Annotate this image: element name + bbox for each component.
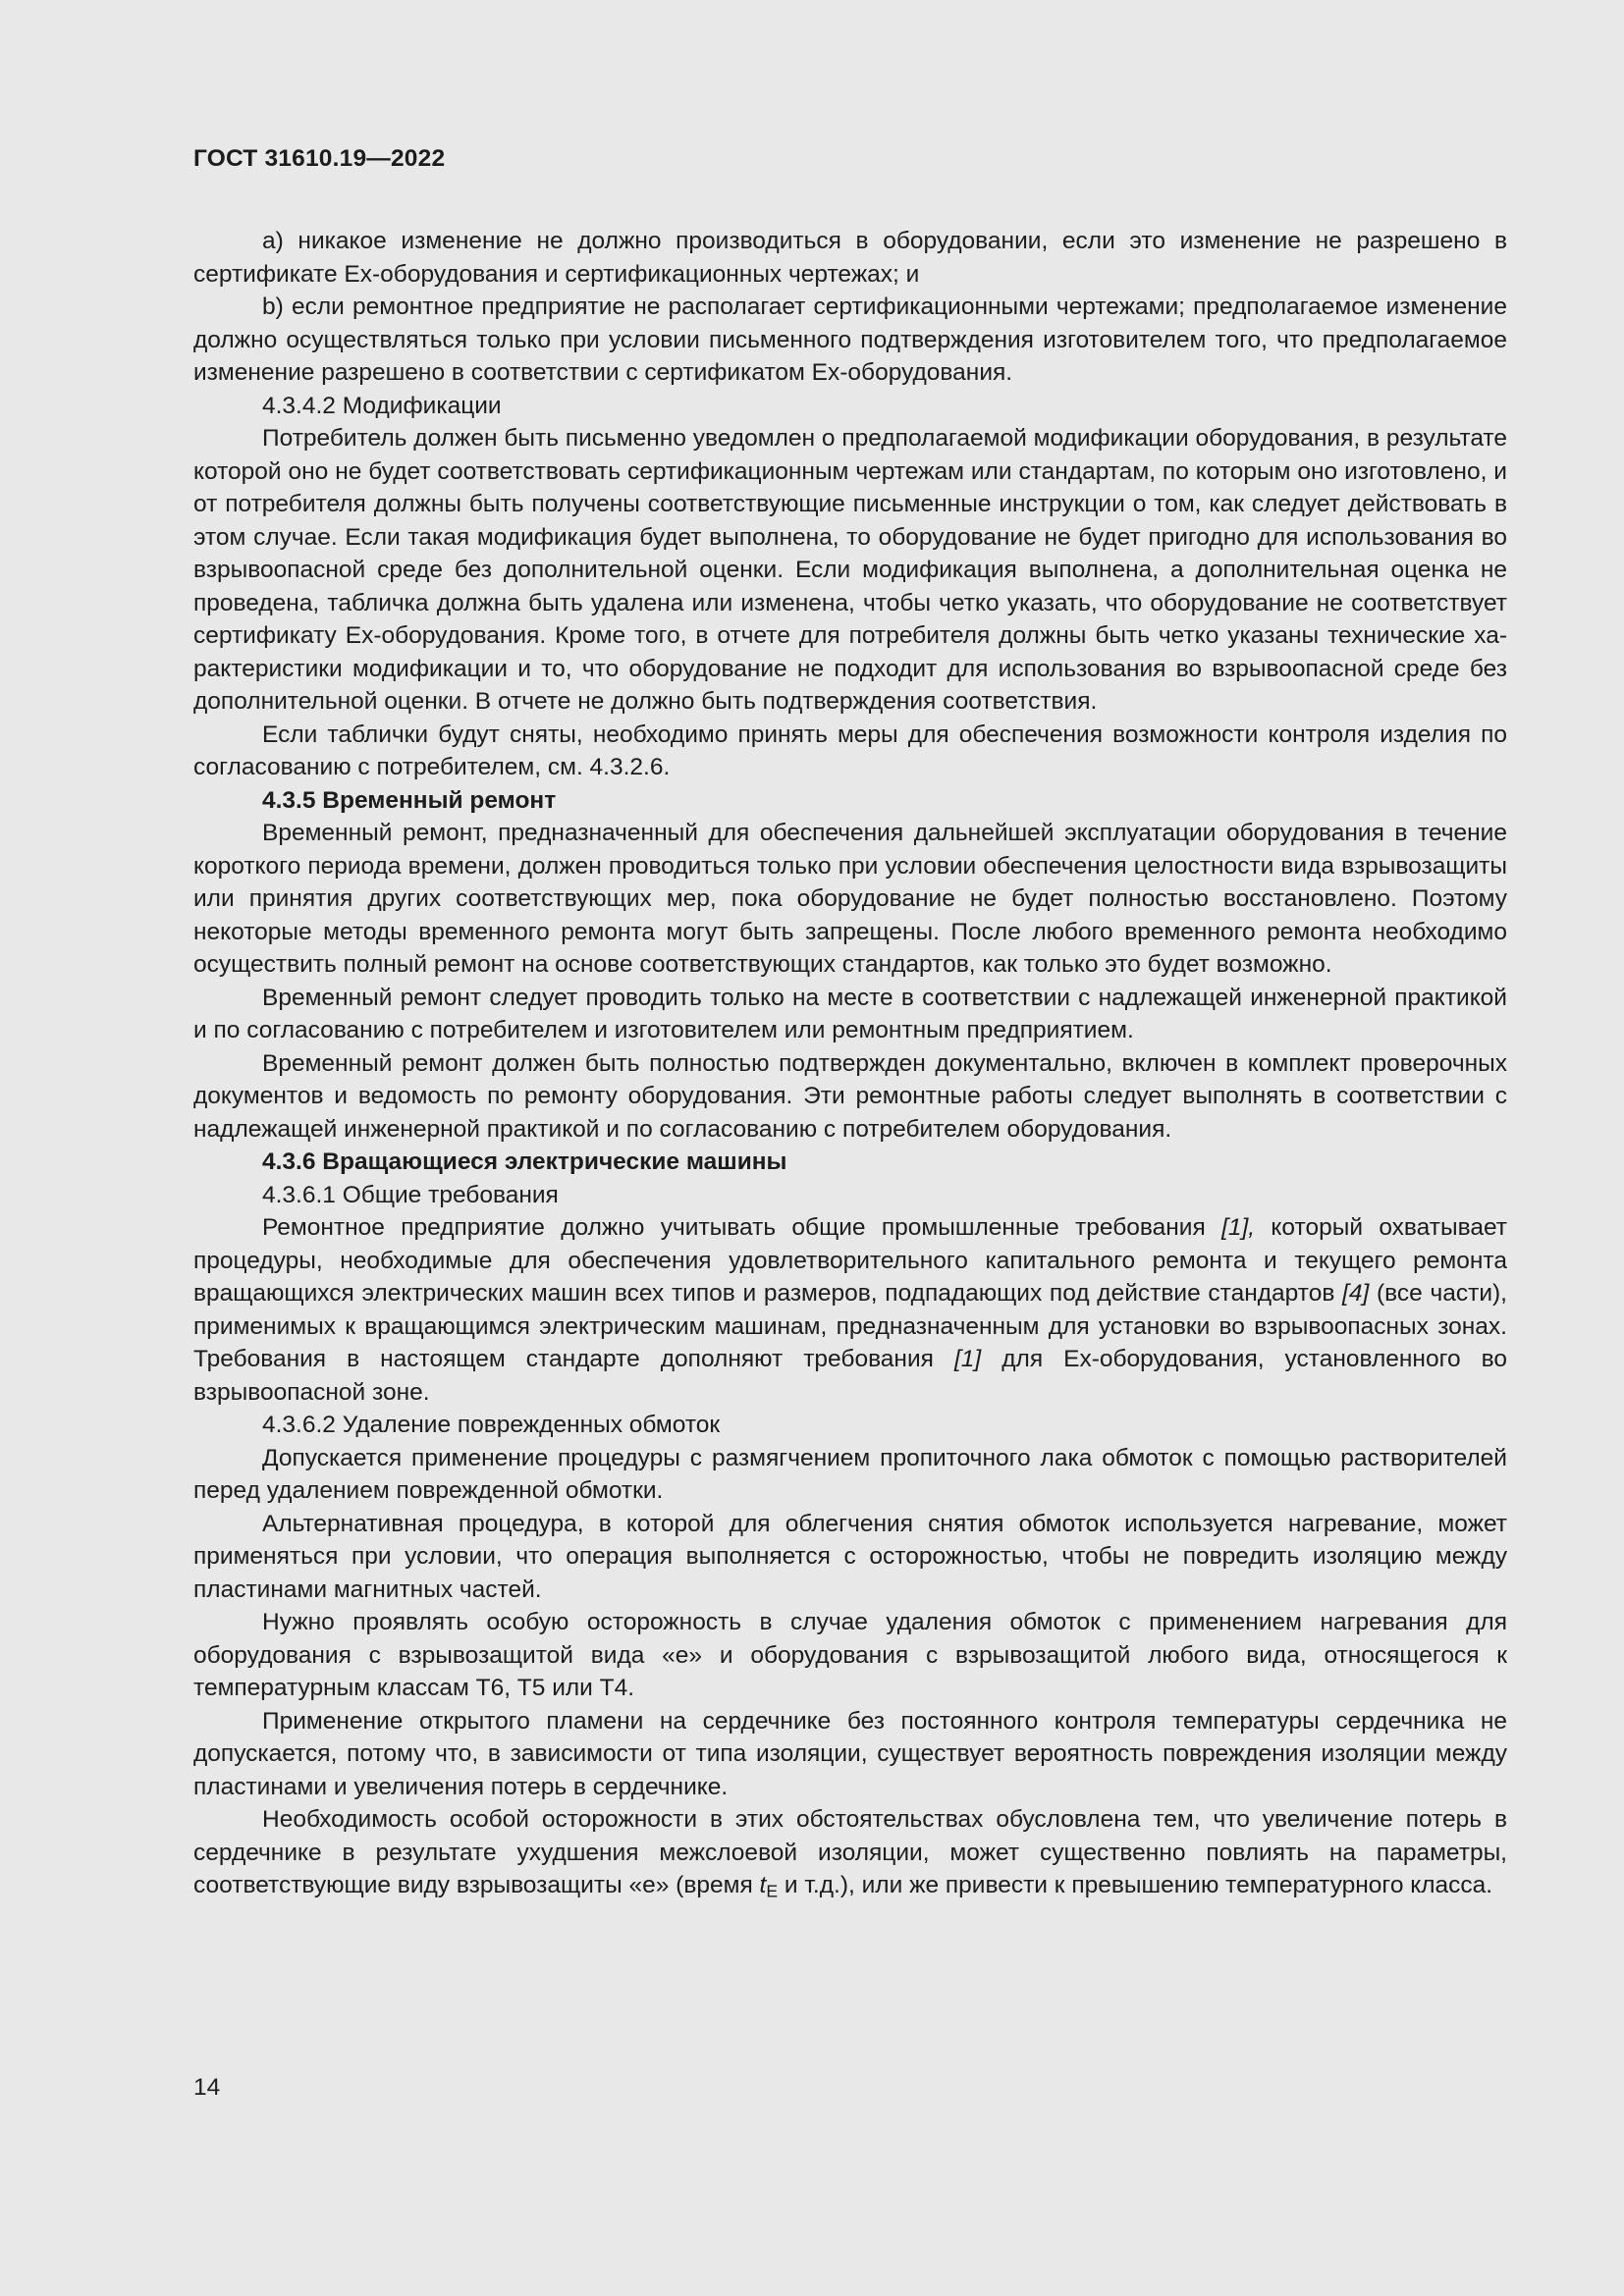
- text-run: Ремонтное предприятие должно учитывать общие промышленные требования: [262, 1214, 1222, 1241]
- paragraph-temporary-repair-1: Временный ремонт, предназначенный для обеспечения дальнейшей эксплуатации оборудования в течение короткого периода времени, должен проводиться только при условии обеспечения целостности вида взрывозащиты или принятия других соответствующих мер, пока оборудование не будет полностью восстановлено. Поэтому некоторые методы временного ремонта могут быть запрещены. После любого временного ремонта необходимо осуществить полный ремонт на основе соответствующих стандартов, как только это будет возможно.: [193, 820, 1507, 978]
- symbol-subscript: E: [766, 1881, 779, 1901]
- paragraph-winding-removal-5: [193, 1803, 1507, 1902]
- paragraph-temporary-repair-2: Временный ремонт следует проводить только на месте в соответствии с надлежащей инженерной практикой и по согласованию с потребителем и изготовителем или ремонтным предприятием.: [193, 984, 1507, 1043]
- list-item-a: a) никакое изменение не должно производиться в оборудовании, если это изменение не разрешено в сертификате Ex-оборудования и сертификационных чертежах; и: [193, 228, 1507, 288]
- section-heading-4-3-6-1: 4.3.6.1 Общие требования: [262, 1181, 559, 1208]
- text-run: (все части), применимых к вращающимся электрическим машинам, предназначенным для установки во взрывоопасных зонах. Требования в настоящем стандарте дополняют требования: [193, 1280, 1507, 1372]
- text-run: Необходимость особой осторожности в этих обстоятельствах обусловлена тем, что увеличение потерь в сердечнике в результате ухудшения межслоевой изоляции, может существенно повлиять на параметры, соответствующие виду взрывозащиты «е» (время: [193, 1806, 1507, 1898]
- list-item-b: b) если ремонтное предприятие не располагает сертификационными чертежами; предполагаемое изменение должно осуществляться только при условии письменного подтверждения изготовителем того, что предполагаемое изменение разрешено в соответствии с сертификатом Ex-оборудования.: [193, 294, 1507, 386]
- page-number: 14: [193, 2074, 221, 2101]
- symbol-t: [759, 1872, 779, 1901]
- document-body: [193, 225, 1507, 1902]
- section-heading-4-3-4-2: 4.3.4.2 Модификации: [262, 392, 502, 419]
- paragraph-winding-removal-3: Нужно проявлять особую осторожность в случае удаления обмоток с применением нагревания для оборудования с взрывозащитой вида «е» и оборудования с взрывозащитой любого вида, относящегося к температурным классам Т6, Т5 или Т4.: [193, 1609, 1507, 1701]
- paragraph-general-requirements: [193, 1211, 1507, 1409]
- reference-1: [1]: [953, 1346, 982, 1372]
- text-run: и т.д.), или же привести к превышению температурного класса.: [778, 1872, 1493, 1898]
- reference-1: [1],: [1221, 1214, 1256, 1241]
- paragraph-plate-removal: Если таблички будут сняты, необходимо принять меры для обеспечения возможности контроля изделия по согласованию с потребителем, см. 4.3.2.6.: [193, 721, 1507, 780]
- document-header: ГОСТ 31610.19—2022: [193, 145, 446, 172]
- reference-4: [4]: [1342, 1280, 1370, 1307]
- paragraph-winding-removal-4: Применение открытого пламени на сердечнике без постоянного контроля температуры сердечника не допускается, потому что, в зависимости от типа изоляции, существует вероятность повреждения изоляции между пластинами и увеличения потерь в сердечнике.: [193, 1707, 1507, 1800]
- paragraph-temporary-repair-3: Временный ремонт должен быть полностью подтвержден документально, включен в комплект проверочных документов и ведомость по ремонту оборудования. Эти ремонтные работы следует выполнять в соответствии с надлежащей инженерной практикой и по согласованию с потребителем оборудования.: [193, 1049, 1507, 1143]
- paragraph-winding-removal-1: Допускается применение процедуры с размягчением пропиточного лака обмоток с помощью растворителей перед удалением поврежденной обмотки.: [193, 1444, 1507, 1504]
- text-run: который охватывает процедуры, необходимые для обеспечения удовлетворительного капитального ремонта и текущего ремонта вращающихся электрических машин всех типов и размеров, подпадающих под действие стандартов: [193, 1214, 1507, 1307]
- section-heading-4-3-6: 4.3.6 Вращающиеся электрические машины: [262, 1148, 787, 1175]
- text-run: для Ex-оборудования, установленного во взрывоопасной зоне.: [193, 1346, 1507, 1406]
- section-heading-4-3-6-2: 4.3.6.2 Удаление поврежденных обмоток: [262, 1412, 721, 1438]
- paragraph-winding-removal-2: Альтернативная процедура, в которой для облегчения снятия обмоток используется нагревание, может применяться при условии, что операция выполняется с осторожностью, чтобы не повредить изоляцию между пластинами магнитных частей.: [193, 1510, 1507, 1603]
- symbol-t-letter: t: [759, 1872, 767, 1898]
- paragraph-modification-notice: Потребитель должен быть письменно уведомлен о предполагаемой модификации оборудования, в результате которой оно не будет соответствовать сертификационным чертежам или стандартам, по которым оно изготовлено, и от потребителя должны быть получены соответствующие письменные инструкции о том, как следует действовать в этом случае. Если такая модификация будет выполнена, то оборудование не будет пригодно для использования во взрывоопасной среде без дополнительной оценки. Если модификация выполнена, а дополнительная оценка не проведена, табличка должна быть удалена или изменена, чтобы четко указать, что оборудование не соответствует сертификату Ex-оборудования. Кроме того, в отчете для потребителя должны быть четко указаны технические характеристики модификации и то, что оборудование не подходит для использования во взрывоопасной среде без дополнительной оценки. В отчете не должно быть подтверждения соответствия.: [193, 425, 1507, 715]
- section-heading-4-3-5: 4.3.5 Временный ремонт: [262, 786, 557, 814]
